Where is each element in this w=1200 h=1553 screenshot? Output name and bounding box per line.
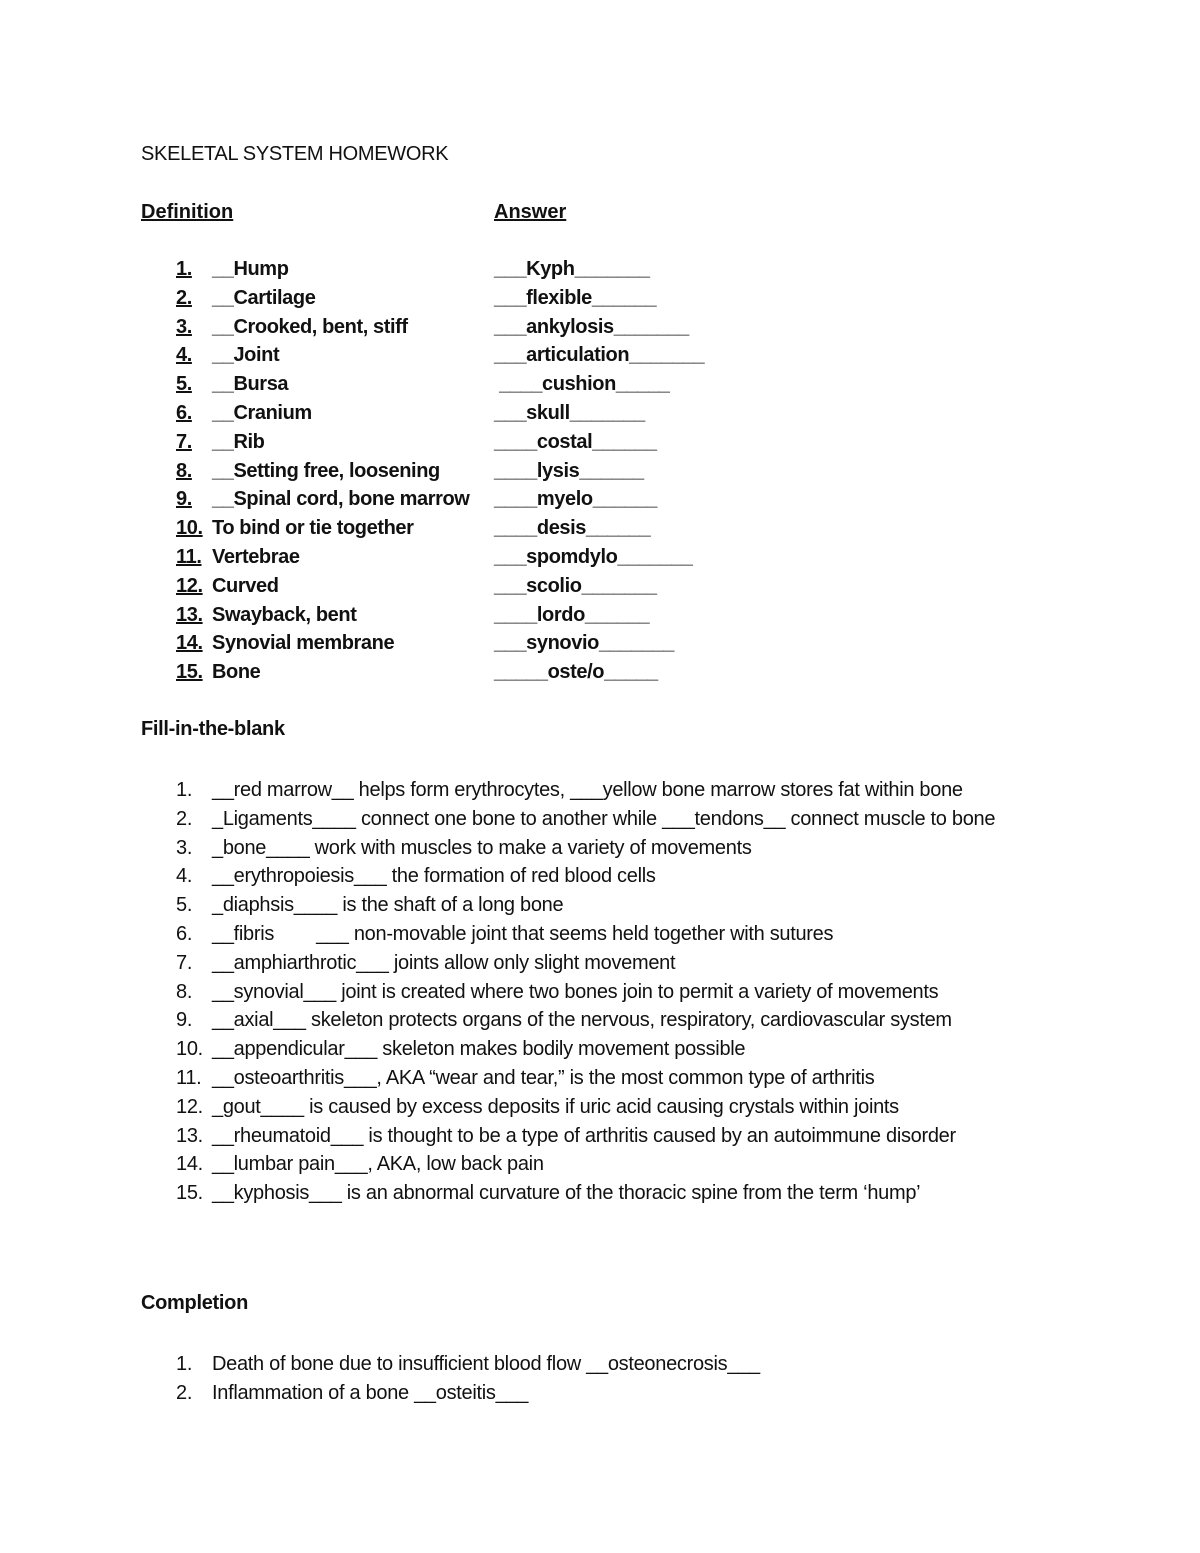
fill-in-item xyxy=(0,920,1200,949)
item-text: _diaphsis____ is the shaft of a long bone xyxy=(212,894,564,917)
item-number: 2. xyxy=(176,807,193,830)
item-text: __fibris ___ non-movable joint that seems held together with sutures xyxy=(212,922,834,945)
fill-in-item xyxy=(0,862,1200,891)
definition-term: __Cranium xyxy=(212,401,312,424)
definition-term: __Crooked, bent, stiff xyxy=(212,315,408,338)
definition-answer: ___Kyph_______ xyxy=(494,258,650,280)
definition-answer: ___flexible______ xyxy=(494,286,657,309)
definition-term: Swayback, bent xyxy=(212,603,357,626)
definition-answer: ____lysis______ xyxy=(494,459,644,482)
definition-term: Curved xyxy=(212,574,279,597)
item-text: _gout____ is caused by excess deposits if uric acid causing crystals within joints xyxy=(212,1095,899,1118)
fill-in-item xyxy=(0,949,1200,978)
definition-row xyxy=(0,575,1200,604)
item-number: 10. xyxy=(176,1038,203,1061)
item-number: 15. xyxy=(176,1182,203,1205)
item-number: 1. xyxy=(176,1353,193,1375)
definition-row xyxy=(0,517,1200,546)
item-text: __lumbar pain___, AKA, low back pain xyxy=(212,1153,544,1176)
item-text: __rheumatoid___ is thought to be a type of arthritis caused by an autoimmune disorder xyxy=(212,1124,956,1147)
definition-number: 15. xyxy=(176,661,203,684)
definition-row xyxy=(0,344,1200,373)
item-number: 5. xyxy=(176,894,193,917)
fill-in-item xyxy=(0,1064,1200,1093)
definition-list xyxy=(0,258,1200,690)
definition-row xyxy=(0,546,1200,575)
definition-answer: ____cushion_____ xyxy=(494,373,670,396)
definition-row xyxy=(0,460,1200,489)
item-number: 4. xyxy=(176,865,193,888)
definition-answer: ____desis______ xyxy=(494,517,651,540)
item-text: __amphiarthrotic___ joints allow only slight movement xyxy=(212,951,676,974)
definition-number: 3. xyxy=(176,315,192,338)
answer-column-header: Answer xyxy=(494,201,567,223)
definition-row xyxy=(0,661,1200,690)
definition-term: __Spinal cord, bone marrow xyxy=(212,488,470,511)
item-text: Death of bone due to insufficient blood flow __osteonecrosis___ xyxy=(212,1353,760,1375)
fill-in-item xyxy=(0,776,1200,805)
definition-row xyxy=(0,287,1200,316)
item-number: 2. xyxy=(176,1381,193,1404)
fill-in-item xyxy=(0,834,1200,863)
definition-number: 4. xyxy=(176,344,192,367)
item-text: __erythropoiesis___ the formation of red blood cells xyxy=(212,865,656,888)
item-text: __kyphosis___ is an abnormal curvature of the thoracic spine from the term ‘hump’ xyxy=(212,1182,921,1205)
definition-row xyxy=(0,488,1200,517)
item-number: 12. xyxy=(176,1095,203,1118)
page-title: SKELETAL SYSTEM HOMEWORK xyxy=(141,143,449,165)
definition-term: __Joint xyxy=(212,344,280,367)
definition-answer: ____costal______ xyxy=(494,430,657,453)
definition-number: 12. xyxy=(176,574,203,597)
definition-answer: ___skull_______ xyxy=(494,401,645,424)
definition-answer: ____lordo______ xyxy=(494,603,650,626)
definition-row xyxy=(0,258,1200,287)
definition-number: 1. xyxy=(176,258,192,280)
definition-term: __Cartilage xyxy=(212,286,316,309)
item-text: Inflammation of a bone __osteitis___ xyxy=(212,1381,529,1404)
definition-answer: ___articulation_______ xyxy=(494,344,705,367)
definition-row xyxy=(0,431,1200,460)
definition-answer: _____oste/o_____ xyxy=(494,661,658,684)
definition-column-header: Definition xyxy=(141,201,234,223)
definition-number: 5. xyxy=(176,373,192,396)
definition-answer: ___ankylosis_______ xyxy=(494,315,689,338)
completion-list xyxy=(0,1350,1200,1408)
definition-term: Synovial membrane xyxy=(212,632,395,655)
item-number: 1. xyxy=(176,779,193,801)
definition-term: __Hump xyxy=(212,258,289,280)
item-text: _Ligaments____ connect one bone to another while ___tendons__ connect muscle to bone xyxy=(212,807,996,830)
item-number: 3. xyxy=(176,836,193,859)
definition-term: Bone xyxy=(212,661,261,684)
completion-heading: Completion xyxy=(141,1292,248,1314)
definition-answer: ___synovio_______ xyxy=(494,632,675,655)
item-number: 13. xyxy=(176,1124,203,1147)
definition-row xyxy=(0,632,1200,661)
definition-answer: ____myelo______ xyxy=(494,488,658,511)
definition-row xyxy=(0,604,1200,633)
definition-answer: ___spomdylo_______ xyxy=(494,545,693,568)
definition-number: 6. xyxy=(176,401,192,424)
definition-answer: ___scolio_______ xyxy=(494,574,657,597)
fill-in-item xyxy=(0,1150,1200,1179)
definition-term: __Rib xyxy=(212,430,265,453)
item-number: 7. xyxy=(176,951,193,974)
definition-term: Vertebrae xyxy=(212,545,300,568)
item-number: 6. xyxy=(176,922,193,945)
definition-row xyxy=(0,373,1200,402)
definition-number: 11. xyxy=(176,545,202,568)
fill-in-item xyxy=(0,1179,1200,1208)
definition-number: 8. xyxy=(176,459,192,482)
definition-number: 14. xyxy=(176,632,203,655)
item-number: 14. xyxy=(176,1153,203,1176)
item-text: __red marrow__ helps form erythrocytes, ___yellow bone marrow stores fat within bone xyxy=(212,779,963,801)
completion-item xyxy=(0,1379,1200,1408)
item-text: __synovial___ joint is created where two bones join to permit a variety of movements xyxy=(212,980,939,1003)
item-number: 9. xyxy=(176,1009,193,1032)
fill-in-item xyxy=(0,1035,1200,1064)
item-number: 11. xyxy=(176,1066,202,1089)
item-text: __axial___ skeleton protects organs of the nervous, respiratory, cardiovascular system xyxy=(212,1009,952,1032)
definition-term: To bind or tie together xyxy=(212,517,414,540)
definition-row xyxy=(0,402,1200,431)
item-text: __appendicular___ skeleton makes bodily movement possible xyxy=(212,1038,746,1061)
item-number: 8. xyxy=(176,980,193,1003)
fill-in-list xyxy=(0,776,1200,1208)
fill-in-item xyxy=(0,1093,1200,1122)
fill-in-item xyxy=(0,1122,1200,1151)
definition-term: __Setting free, loosening xyxy=(212,459,440,482)
definition-number: 7. xyxy=(176,430,192,453)
definition-row xyxy=(0,316,1200,345)
fill-in-item xyxy=(0,891,1200,920)
fill-in-item xyxy=(0,1006,1200,1035)
fill-in-heading: Fill-in-the-blank xyxy=(141,718,285,740)
definition-number: 2. xyxy=(176,286,192,309)
definition-term: __Bursa xyxy=(212,373,289,396)
fill-in-item xyxy=(0,978,1200,1007)
completion-item xyxy=(0,1350,1200,1379)
definition-number: 13. xyxy=(176,603,203,626)
definition-number: 10. xyxy=(176,517,203,540)
fill-in-item xyxy=(0,805,1200,834)
definition-number: 9. xyxy=(176,488,192,511)
item-text: __osteoarthritis___, AKA “wear and tear,” is the most common type of arthritis xyxy=(212,1066,875,1089)
item-text: _bone____ work with muscles to make a variety of movements xyxy=(212,836,752,859)
